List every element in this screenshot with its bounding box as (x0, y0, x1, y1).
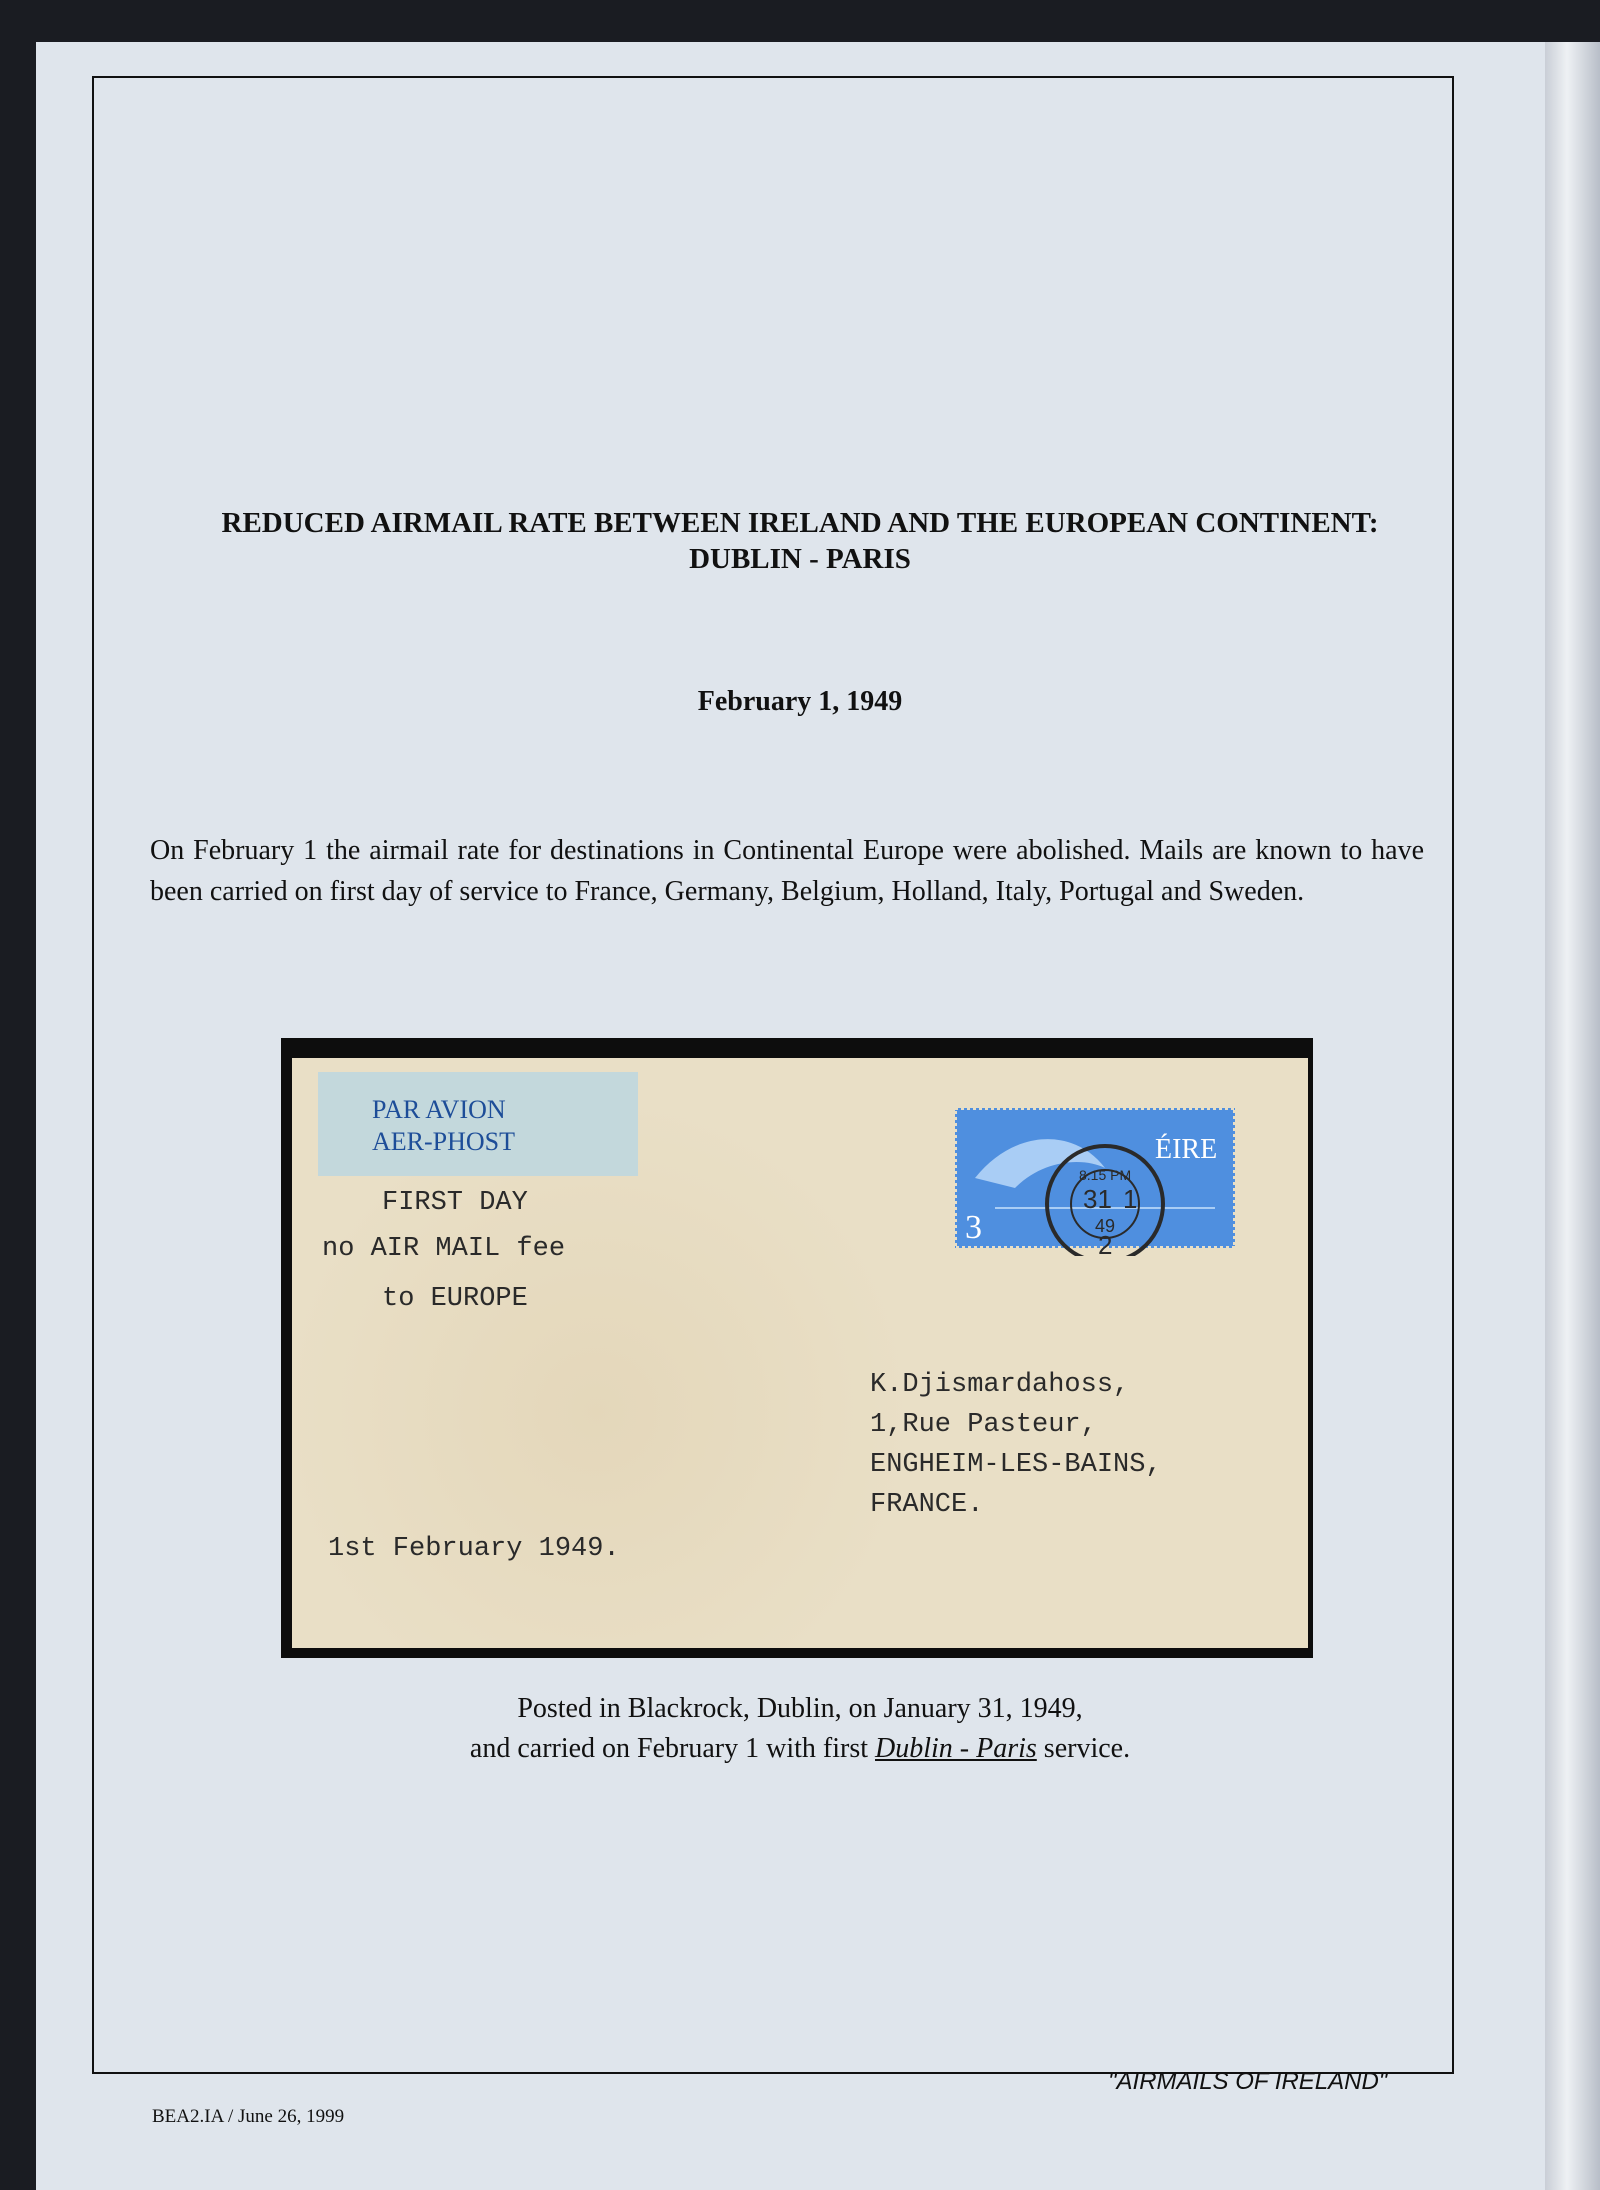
stamp-country: ÉIRE (1155, 1134, 1218, 1165)
address-line-1: K.Djismardahoss, (870, 1370, 1130, 1400)
address-line-2: 1,Rue Pasteur, (870, 1410, 1097, 1440)
postmark-number: 2 (1098, 1230, 1113, 1256)
postmark-month: 1 (1123, 1184, 1138, 1214)
caption-line-2-start: and carried on February 1 with first (469, 1733, 876, 1764)
intro-paragraph: On February 1 the airmail rate for destinations in Continental Europe were abolished. Mails are known to have been carried on first day of service to France, Germany, Belgium, Holland, Italy, Portugal and Sweden. (150, 835, 1424, 907)
caption-line-2-end: service. (1036, 1733, 1131, 1764)
postmark-day: 31 (1083, 1184, 1112, 1214)
postmark-time: 8.15 PM (1079, 1167, 1132, 1183)
typed-first-day: FIRST DAY (382, 1188, 528, 1218)
airmail-cover (292, 1058, 1308, 1648)
binder-edge (1545, 42, 1600, 2190)
stamp-value: 3 (965, 1209, 982, 1246)
typed-no-airmail-fee: no AIR MAIL fee (322, 1234, 566, 1264)
airmail-label (318, 1072, 638, 1176)
collection-title: "AIRMAILS OF IRELAND" (1108, 2068, 1388, 2095)
title-line-1: REDUCED AIRMAIL RATE BETWEEN IRELAND AND THE EUROPEAN CONTINENT: (221, 507, 1379, 539)
postmark-year: 49 (1095, 1216, 1116, 1236)
caption-route: Dublin - Paris (875, 1733, 1037, 1764)
airmail-label-line-2: AER-PHOST (372, 1127, 516, 1156)
page-date: February 1, 1949 (697, 686, 903, 717)
page-title (0, 505, 1600, 577)
cover-caption (0, 1689, 1600, 1769)
caption-line-1: Posted in Blackrock, Dublin, on January 31, 1949, (517, 1693, 1083, 1724)
typed-to-europe: to EUROPE (382, 1284, 528, 1314)
typed-date: 1st February 1949. (328, 1534, 620, 1564)
airmail-label-line-1: PAR AVION (372, 1095, 506, 1124)
title-line-2: DUBLIN - PARIS (689, 543, 911, 575)
address-line-4: FRANCE. (870, 1490, 984, 1520)
page-reference: BEA2.IA / June 26, 1999 (152, 2106, 345, 2127)
caption-line-2 (0, 1729, 1600, 1769)
stamp-graphic (955, 1108, 1235, 1256)
address-line-3: ENGHEIM-LES-BAINS, (870, 1450, 1162, 1480)
postage-stamp (955, 1108, 1235, 1256)
